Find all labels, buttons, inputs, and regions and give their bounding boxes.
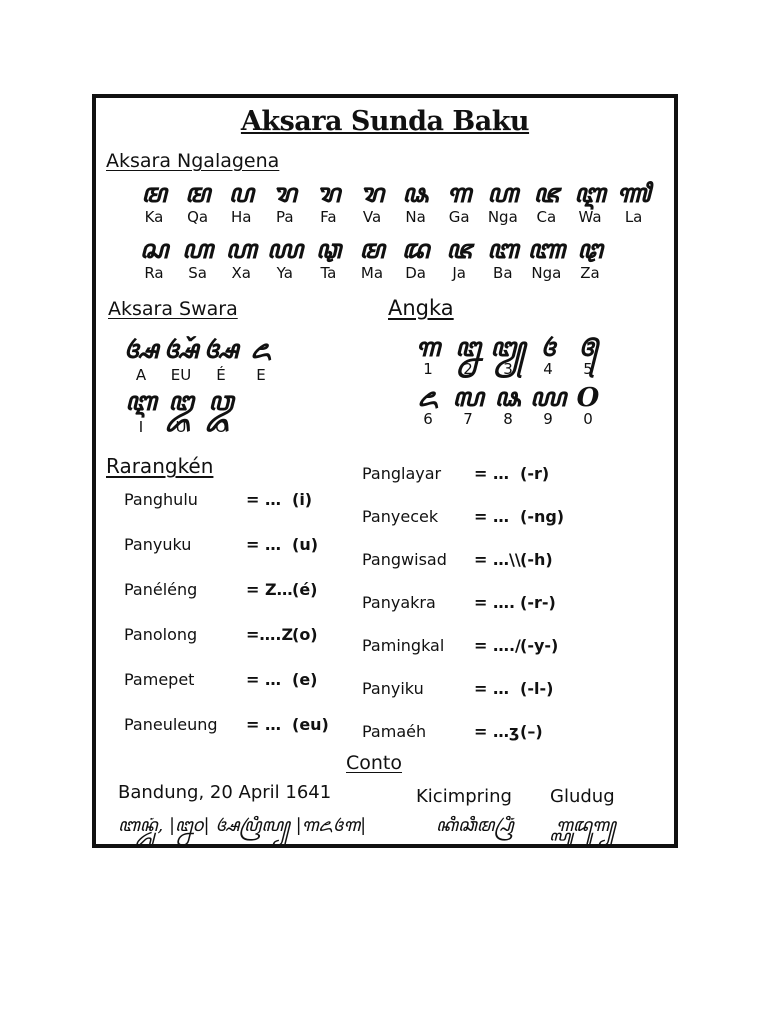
section-angka: Angka xyxy=(388,296,454,320)
ngalagena-label: Na xyxy=(405,208,426,226)
rarangken-value: (eu) xyxy=(292,715,329,734)
ngalagena-label: Sa xyxy=(188,264,207,282)
swara-label: EU xyxy=(170,366,192,384)
angka-glyph: ꧘ xyxy=(494,383,522,413)
section-rarangken: Rarangkén xyxy=(106,454,214,478)
ngalagena-label: Ma xyxy=(360,264,384,282)
ngalagena-label: Ja xyxy=(452,264,466,282)
angka-label: 5 xyxy=(583,360,593,378)
rarangken-value: (e) xyxy=(292,670,318,689)
rarangken-value: (–) xyxy=(520,722,543,741)
rarangken-value: (-r) xyxy=(520,464,550,483)
example-script-kicimpring: ꦏꦶꦕꦶꦩ꧀ꦥꦿꦶꦁ xyxy=(436,815,514,836)
ngalagena-glyph: ꦲ xyxy=(225,235,257,265)
ngalagena-label: Va xyxy=(362,208,382,226)
ngalagena-label: Ya xyxy=(276,264,293,282)
chart-title: Aksara Sunda Baku xyxy=(240,106,530,137)
rarangken-value: (i) xyxy=(292,490,313,509)
ngalagena-glyph: ꦩ xyxy=(359,235,385,265)
section-swara: Aksara Swara xyxy=(108,298,238,320)
rarangken-name: Panyecek xyxy=(362,507,439,526)
ngalagena-glyph: ꦫ xyxy=(316,179,341,209)
rarangken-mark: = …./ xyxy=(474,636,521,655)
rarangken-mark: = … xyxy=(246,670,281,689)
ngalagena-glyph: ꦚ xyxy=(527,235,566,265)
ngalagena-glyph: ꦫ xyxy=(272,179,297,209)
ngalagena-label: Qa xyxy=(187,208,209,226)
ngalagena-label: Pa xyxy=(276,208,294,226)
rarangken-value: (u) xyxy=(292,535,319,554)
example-text-kicimpring: Kicimpring xyxy=(416,786,512,807)
ngalagena-label: Ha xyxy=(230,208,252,226)
rarangken-name: Pamaéh xyxy=(362,722,427,741)
rarangken-name: Pamepet xyxy=(124,670,195,689)
ngalagena-glyph: ꦗ xyxy=(533,179,560,209)
ngalagena-glyph: ꦧ xyxy=(487,235,519,265)
angka-label: 7 xyxy=(463,410,473,428)
rarangken-mark: = …\\ xyxy=(474,550,521,569)
rarangken-mark: = …. xyxy=(474,593,516,612)
angka-glyph: ꧗ xyxy=(452,383,484,413)
ngalagena-glyph: ꦗ xyxy=(446,235,473,265)
rarangken-name: Panyuku xyxy=(124,535,192,554)
ngalagena-glyph: ꦬ xyxy=(616,179,651,209)
ngalagena-glyph: ꦛ xyxy=(577,235,603,265)
rarangken-value: (-h) xyxy=(520,550,553,569)
angka-glyph: ꧕ xyxy=(578,333,598,363)
angka-label: 8 xyxy=(503,410,513,428)
rarangken-value: (é) xyxy=(292,580,318,599)
rarangken-name: Panglayar xyxy=(362,464,442,483)
rarangken-mark: = …ʒ xyxy=(474,722,520,741)
rarangken-mark: =….Z xyxy=(246,625,294,644)
example-text-bandung: Bandung, 20 April 1641 xyxy=(118,782,332,803)
rarangken-value: (-l-) xyxy=(520,679,554,698)
rarangken-mark: = … xyxy=(246,535,281,554)
rarangken-value: (-r-) xyxy=(520,593,556,612)
rarangken-mark: = … xyxy=(246,490,281,509)
swara-glyph: ꦄ̌ xyxy=(163,335,199,365)
angka-glyph: ꧒ xyxy=(455,333,481,363)
swara-label: U xyxy=(175,418,187,436)
rarangken-name: Panghulu xyxy=(124,490,198,509)
ngalagena-label: Nga xyxy=(487,208,518,226)
rarangken-name: Paneuleung xyxy=(124,715,218,734)
swara-label: I xyxy=(138,418,144,436)
rarangken-mark: = … xyxy=(474,507,509,526)
angka-label: 9 xyxy=(543,410,553,428)
swara-glyph: ꦎ xyxy=(208,387,234,417)
ngalagena-label: Ka xyxy=(144,208,164,226)
swara-label: E xyxy=(256,366,266,384)
ngalagena-glyph: ꦢ xyxy=(401,235,430,265)
swara-glyph: ꦄ xyxy=(123,335,159,365)
script-chart-card xyxy=(92,94,678,848)
ngalagena-label: Ga xyxy=(448,208,470,226)
example-script-bandung: ꦧꦤ꧀ꦢꦸꦁ, |꧒꧐| ꦄꦥꦿꦶꦭ꧀ |꧑꧖꧔꧑| xyxy=(118,815,367,836)
angka-glyph: ꧑ xyxy=(415,333,441,363)
rarangken-value: (-y-) xyxy=(520,636,559,655)
ngalagena-glyph: ꦱ xyxy=(139,235,169,265)
swara-glyph: ꦆ xyxy=(125,387,157,417)
ngalagena-glyph: ꦲ xyxy=(182,235,214,265)
section-conto: Conto xyxy=(346,752,403,774)
angka-label: 6 xyxy=(423,410,433,428)
ngalagena-label: Da xyxy=(405,264,426,282)
ngalagena-glyph: ꦥ xyxy=(228,179,254,209)
angka-label: 0 xyxy=(583,410,593,428)
rarangken-name: Panyakra xyxy=(362,593,436,612)
ngalagena-glyph: ꦪ xyxy=(266,235,303,265)
angka-glyph: ꧖ xyxy=(417,383,439,413)
ngalagena-label: Xa xyxy=(231,264,251,282)
swara-label: É xyxy=(216,366,226,384)
swara-label: O xyxy=(215,418,227,436)
angka-glyph: O xyxy=(576,383,600,413)
ngalagena-glyph: ꦫ xyxy=(360,179,384,209)
ngalagena-label: Nga xyxy=(531,264,562,282)
swara-glyph: ꦈ xyxy=(168,387,194,417)
swara-label: A xyxy=(135,366,147,384)
swara-glyph: ꦄ xyxy=(203,335,239,365)
section-ngalagena: Aksara Ngalagena xyxy=(106,150,280,172)
rarangken-name: Pangwisad xyxy=(362,550,447,569)
rarangken-name: Panéléng xyxy=(124,580,198,599)
swara-glyph: ꦌ xyxy=(250,335,272,365)
ngalagena-glyph: ꦩ xyxy=(141,179,167,209)
ngalagena-glyph: ꦲ xyxy=(487,179,519,209)
rarangken-mark: = … xyxy=(474,679,509,698)
angka-glyph: ꧔ xyxy=(540,333,556,363)
ngalagena-label: Ta xyxy=(320,264,337,282)
angka-glyph: ꧓ xyxy=(490,333,526,363)
ngalagena-glyph: ꦒ xyxy=(446,179,472,209)
rarangken-name: Pamingkal xyxy=(362,636,445,655)
ngalagena-label: Ra xyxy=(144,264,164,282)
example-text-gludug: Gludug xyxy=(550,786,615,807)
rarangken-mark: = … xyxy=(246,715,281,734)
ngalagena-label: Ca xyxy=(536,208,557,226)
ngalagena-label: La xyxy=(624,208,643,226)
ngalagena-label: Fa xyxy=(320,208,337,226)
ngalagena-glyph: ꦩ xyxy=(184,179,211,209)
rarangken-mark: = … xyxy=(474,464,509,483)
rarangken-mark: = Z… xyxy=(246,580,293,599)
ngalagena-glyph: ꦡ xyxy=(315,235,341,265)
ngalagena-label: Za xyxy=(580,264,600,282)
ngalagena-label: Wa xyxy=(578,208,602,226)
ngalagena-glyph: ꦆ xyxy=(574,179,606,209)
ngalagena-label: Ba xyxy=(493,264,513,282)
angka-label: 2 xyxy=(463,360,473,378)
rarangken-name: Panyiku xyxy=(362,679,424,698)
angka-label: 1 xyxy=(423,360,433,378)
angka-glyph: ꧙ xyxy=(530,383,566,413)
ngalagena-glyph: ꦦ xyxy=(402,179,429,209)
rarangken-name: Panolong xyxy=(124,625,198,644)
rarangken-value: (o) xyxy=(292,625,318,644)
angka-label: 3 xyxy=(503,360,513,378)
rarangken-value: (-ng) xyxy=(520,507,565,526)
example-script-gludug: ꦒ꧀ꦭꦸꦢꦸꦒ꧀ xyxy=(556,815,616,836)
angka-label: 4 xyxy=(543,360,553,378)
